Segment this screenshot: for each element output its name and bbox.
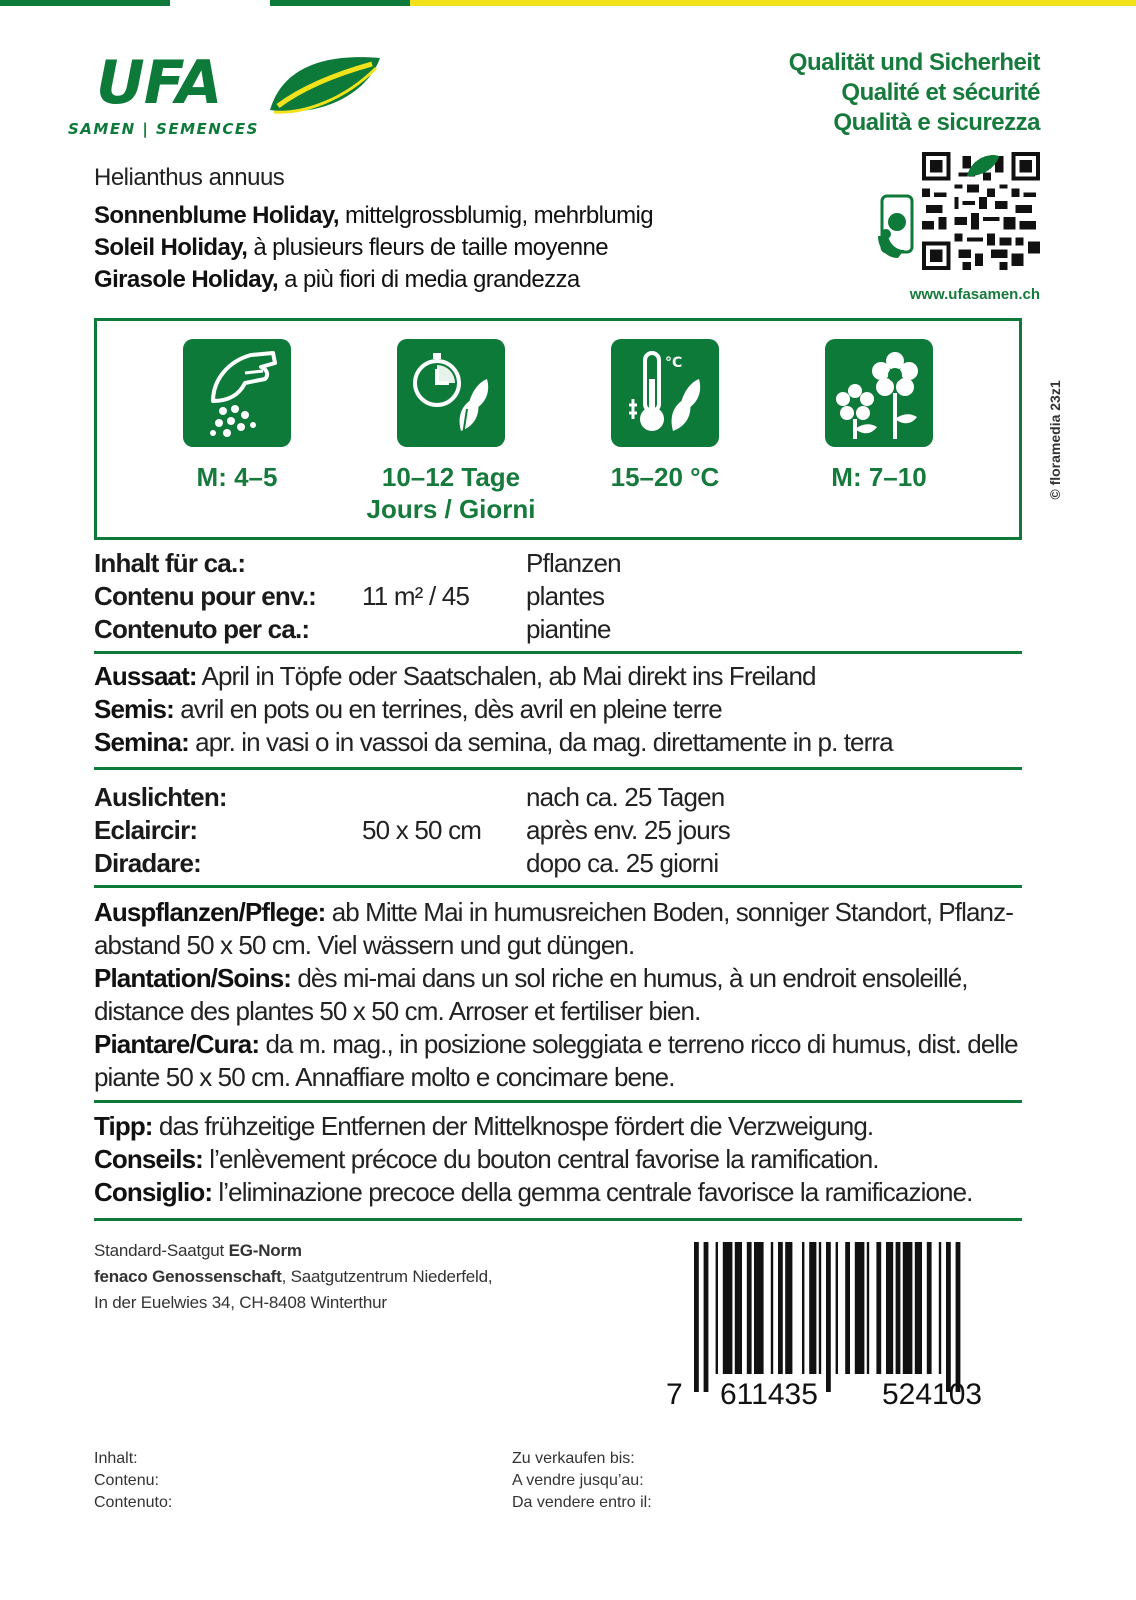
- temperature-label: 15–20 °C: [610, 462, 720, 492]
- germination-time-unit: Jours / Giorni: [366, 494, 536, 524]
- barcode-bar: [876, 1242, 881, 1374]
- divider: [94, 885, 1022, 888]
- thinning-section: [94, 782, 1022, 881]
- flowering-time-label: M: 7–10: [831, 462, 927, 492]
- side-credit-text: © floramedia 23z1: [1047, 380, 1063, 500]
- product-name-fr: Soleil Holiday, à plusieurs fleurs de taille moyenne: [94, 234, 608, 261]
- smartphone-icon: [874, 192, 918, 264]
- thinning-row-it: [94, 848, 1022, 881]
- thinning-label-it: Diradare:: [94, 848, 201, 878]
- thinning-label-de: Auslichten:: [94, 782, 227, 812]
- tip-fr: Conseils: l’enlèvement précoce du bouton central favorise la ramification.: [94, 1144, 879, 1174]
- thinning-time-de: nach ca. 25 Tagen: [526, 782, 725, 812]
- sowing-it: Semina: apr. in vasi o in vassoi da semina, da mag. direttamente in p. terra: [94, 727, 893, 757]
- barcode-bar: [927, 1242, 932, 1374]
- thinning-time-it: dopo ca. 25 giorni: [526, 848, 719, 878]
- sowing-time-label: M: 4–5: [196, 462, 278, 492]
- planting-de-line1: Auspflanzen/Pflege: ab Mitte Mai in humusreichen Boden, sonniger Standort, Pflanz-: [94, 897, 1013, 927]
- planting-section: [94, 896, 1022, 1094]
- sowing-fr: Semis: avril en pots ou en terrines, dès avril en pleine terre: [94, 694, 722, 724]
- planting-de-line2: abstand 50 x 50 cm. Viel wässern und gut düngen.: [94, 930, 635, 960]
- barcode-bar: [754, 1242, 764, 1374]
- divider: [94, 1100, 1022, 1103]
- sell-by-it: Da vendere entro il:: [512, 1494, 652, 1511]
- planting-it-line1: Piantare/Cura: da m. mag., in posizione soleggiata e terreno ricco di humus, dist. delle: [94, 1029, 1018, 1059]
- qr-block: [868, 152, 1044, 272]
- barcode-bars: [666, 1242, 1024, 1414]
- planting-fr-line2: distance des plantes 50 x 50 cm. Arroser et fertiliser bien.: [94, 996, 701, 1026]
- barcode-bar: [845, 1242, 850, 1374]
- barcode-bar: [785, 1242, 792, 1374]
- strip-gap-segment: [170, 0, 270, 6]
- barcode-bar: [747, 1242, 752, 1374]
- sowing-hand-icon: [183, 339, 291, 447]
- barcode-bar: [836, 1242, 838, 1374]
- thermometer-seedling-icon: [611, 339, 719, 447]
- strip-green-segment: [0, 0, 170, 6]
- top-color-strip: [0, 0, 1136, 6]
- germination-time-cell: [361, 339, 541, 525]
- content-value: 11 m² / 45: [362, 581, 470, 611]
- product-name-it: Girasole Holiday, a più fiori di media grandezza: [94, 266, 580, 293]
- flowering-time-cell: [789, 339, 969, 493]
- product-names: [94, 200, 653, 296]
- content-label-it: Contenuto per ca.:: [94, 614, 310, 644]
- sell-by-fr: A vendre jusqu’au:: [512, 1472, 644, 1489]
- leaf-icon: [264, 52, 384, 116]
- divider: [94, 767, 1022, 770]
- content-fill-it: Contenuto:: [94, 1494, 173, 1511]
- temperature-cell: [575, 339, 755, 493]
- content-fill-fr: Contenu:: [94, 1472, 159, 1489]
- content-row-it: [94, 614, 1022, 647]
- divider: [94, 1218, 1022, 1221]
- growing-info-box: [94, 318, 1022, 540]
- barcode-bar: [716, 1242, 718, 1374]
- tip-de: Tipp: das frühzeitige Entfernen der Mittelknospe fördert die Verzweigung.: [94, 1111, 874, 1141]
- sell-by-block: [512, 1448, 652, 1514]
- barcode-bar: [802, 1242, 804, 1374]
- content-unit-de: Pflanzen: [526, 548, 621, 578]
- barcode-digit-first: 7: [666, 1378, 683, 1411]
- sell-by-de: Zu verkaufen bis:: [512, 1450, 635, 1467]
- flowers-icon: [825, 339, 933, 447]
- content-fill-de: Inhalt:: [94, 1450, 138, 1467]
- side-credit: [1040, 340, 1070, 540]
- barcode-bar: [694, 1242, 699, 1392]
- content-section: [94, 548, 1022, 647]
- barcode-bar: [778, 1242, 783, 1374]
- planting-fr-line1: Plantation/Soins: dès mi-mai dans un sol riche en humus, à un endroit ensoleillé,: [94, 963, 968, 993]
- barcode-bar: [855, 1242, 865, 1374]
- barcode-bar: [826, 1242, 831, 1392]
- company-name: fenaco Genossenschaft, Saatgutzentrum Niederfeld,: [94, 1267, 493, 1286]
- germination-time-label: 10–12 Tage: [381, 462, 521, 492]
- barcode-bar: [886, 1242, 893, 1374]
- latin-name: Helianthus annuus: [94, 164, 285, 191]
- ean-barcode: [666, 1242, 1024, 1414]
- strip-yellow-segment: [410, 0, 1136, 6]
- strip-green-segment: [270, 0, 410, 6]
- content-label-de: Inhalt für ca.:: [94, 548, 246, 578]
- barcode-bar: [939, 1242, 941, 1374]
- barcode-bar: [903, 1242, 913, 1374]
- thinning-label-fr: Eclaircir:: [94, 815, 198, 845]
- thinning-row-fr: [94, 815, 1022, 848]
- producer-info: [94, 1238, 492, 1316]
- company-address: In der Euelwies 34, CH-8408 Winterthur: [94, 1293, 387, 1312]
- barcode-digits-right: 524103: [882, 1378, 983, 1411]
- website-link[interactable]: www.ufasamen.ch: [909, 286, 1040, 303]
- barcode-bar: [723, 1242, 733, 1374]
- content-fill-block: [94, 1448, 172, 1514]
- logo-subtitle: SAMEN | SEMENCES: [68, 120, 259, 138]
- sowing-time-cell: [147, 339, 327, 493]
- stopwatch-seedling-icon: [397, 339, 505, 447]
- product-name-de: Sonnenblume Holiday, mittelgrossblumig, mehrblumig: [94, 202, 654, 229]
- tips-section: [94, 1110, 1022, 1209]
- barcode-bar: [956, 1242, 961, 1392]
- content-label-fr: Contenu pour env.:: [94, 581, 316, 611]
- barcode-bar: [809, 1242, 816, 1374]
- barcode-bar: [735, 1242, 742, 1374]
- barcode-bar: [819, 1242, 821, 1374]
- sowing-de: Aussaat: April in Töpfe oder Saatschalen, ab Mai direkt ins Freiland: [94, 661, 816, 691]
- divider: [94, 651, 1022, 654]
- barcode-bar: [771, 1242, 773, 1374]
- barcode-bar: [915, 1242, 922, 1374]
- logo-wordmark: UFA: [96, 48, 222, 118]
- content-unit-it: piantine: [526, 614, 611, 644]
- barcode-digits-left: 611435: [720, 1378, 818, 1411]
- thinning-spacing: 50 x 50 cm: [362, 815, 482, 845]
- seed-standard: Standard-Saatgut EG-Norm: [94, 1241, 302, 1260]
- qr-code[interactable]: [922, 152, 1040, 270]
- svg-text:°C: °C: [665, 355, 683, 371]
- barcode-bar: [896, 1242, 901, 1374]
- planting-it-line2: piante 50 x 50 cm. Annaffiare molto e concimare bene.: [94, 1062, 675, 1092]
- ufa-logo: [68, 48, 368, 148]
- quality-it: Qualità e sicurezza: [833, 109, 1040, 136]
- tip-it: Consiglio: l’eliminazione precoce della gemma centrale favorisce la ramificazione.: [94, 1177, 973, 1207]
- content-row-de: [94, 548, 1022, 581]
- barcode-bar: [704, 1242, 709, 1392]
- content-unit-fr: plantes: [526, 581, 605, 611]
- sowing-section: [94, 660, 1022, 759]
- barcode-bar: [867, 1242, 869, 1374]
- content-row-fr: [94, 581, 1022, 614]
- quality-statement: [789, 48, 1040, 138]
- thinning-time-fr: après env. 25 jours: [526, 815, 730, 845]
- quality-de: Qualität und Sicherheit: [788, 49, 1040, 76]
- quality-fr: Qualité et sécurité: [841, 79, 1040, 106]
- barcode-bar: [946, 1242, 951, 1392]
- thinning-row-de: [94, 782, 1022, 815]
